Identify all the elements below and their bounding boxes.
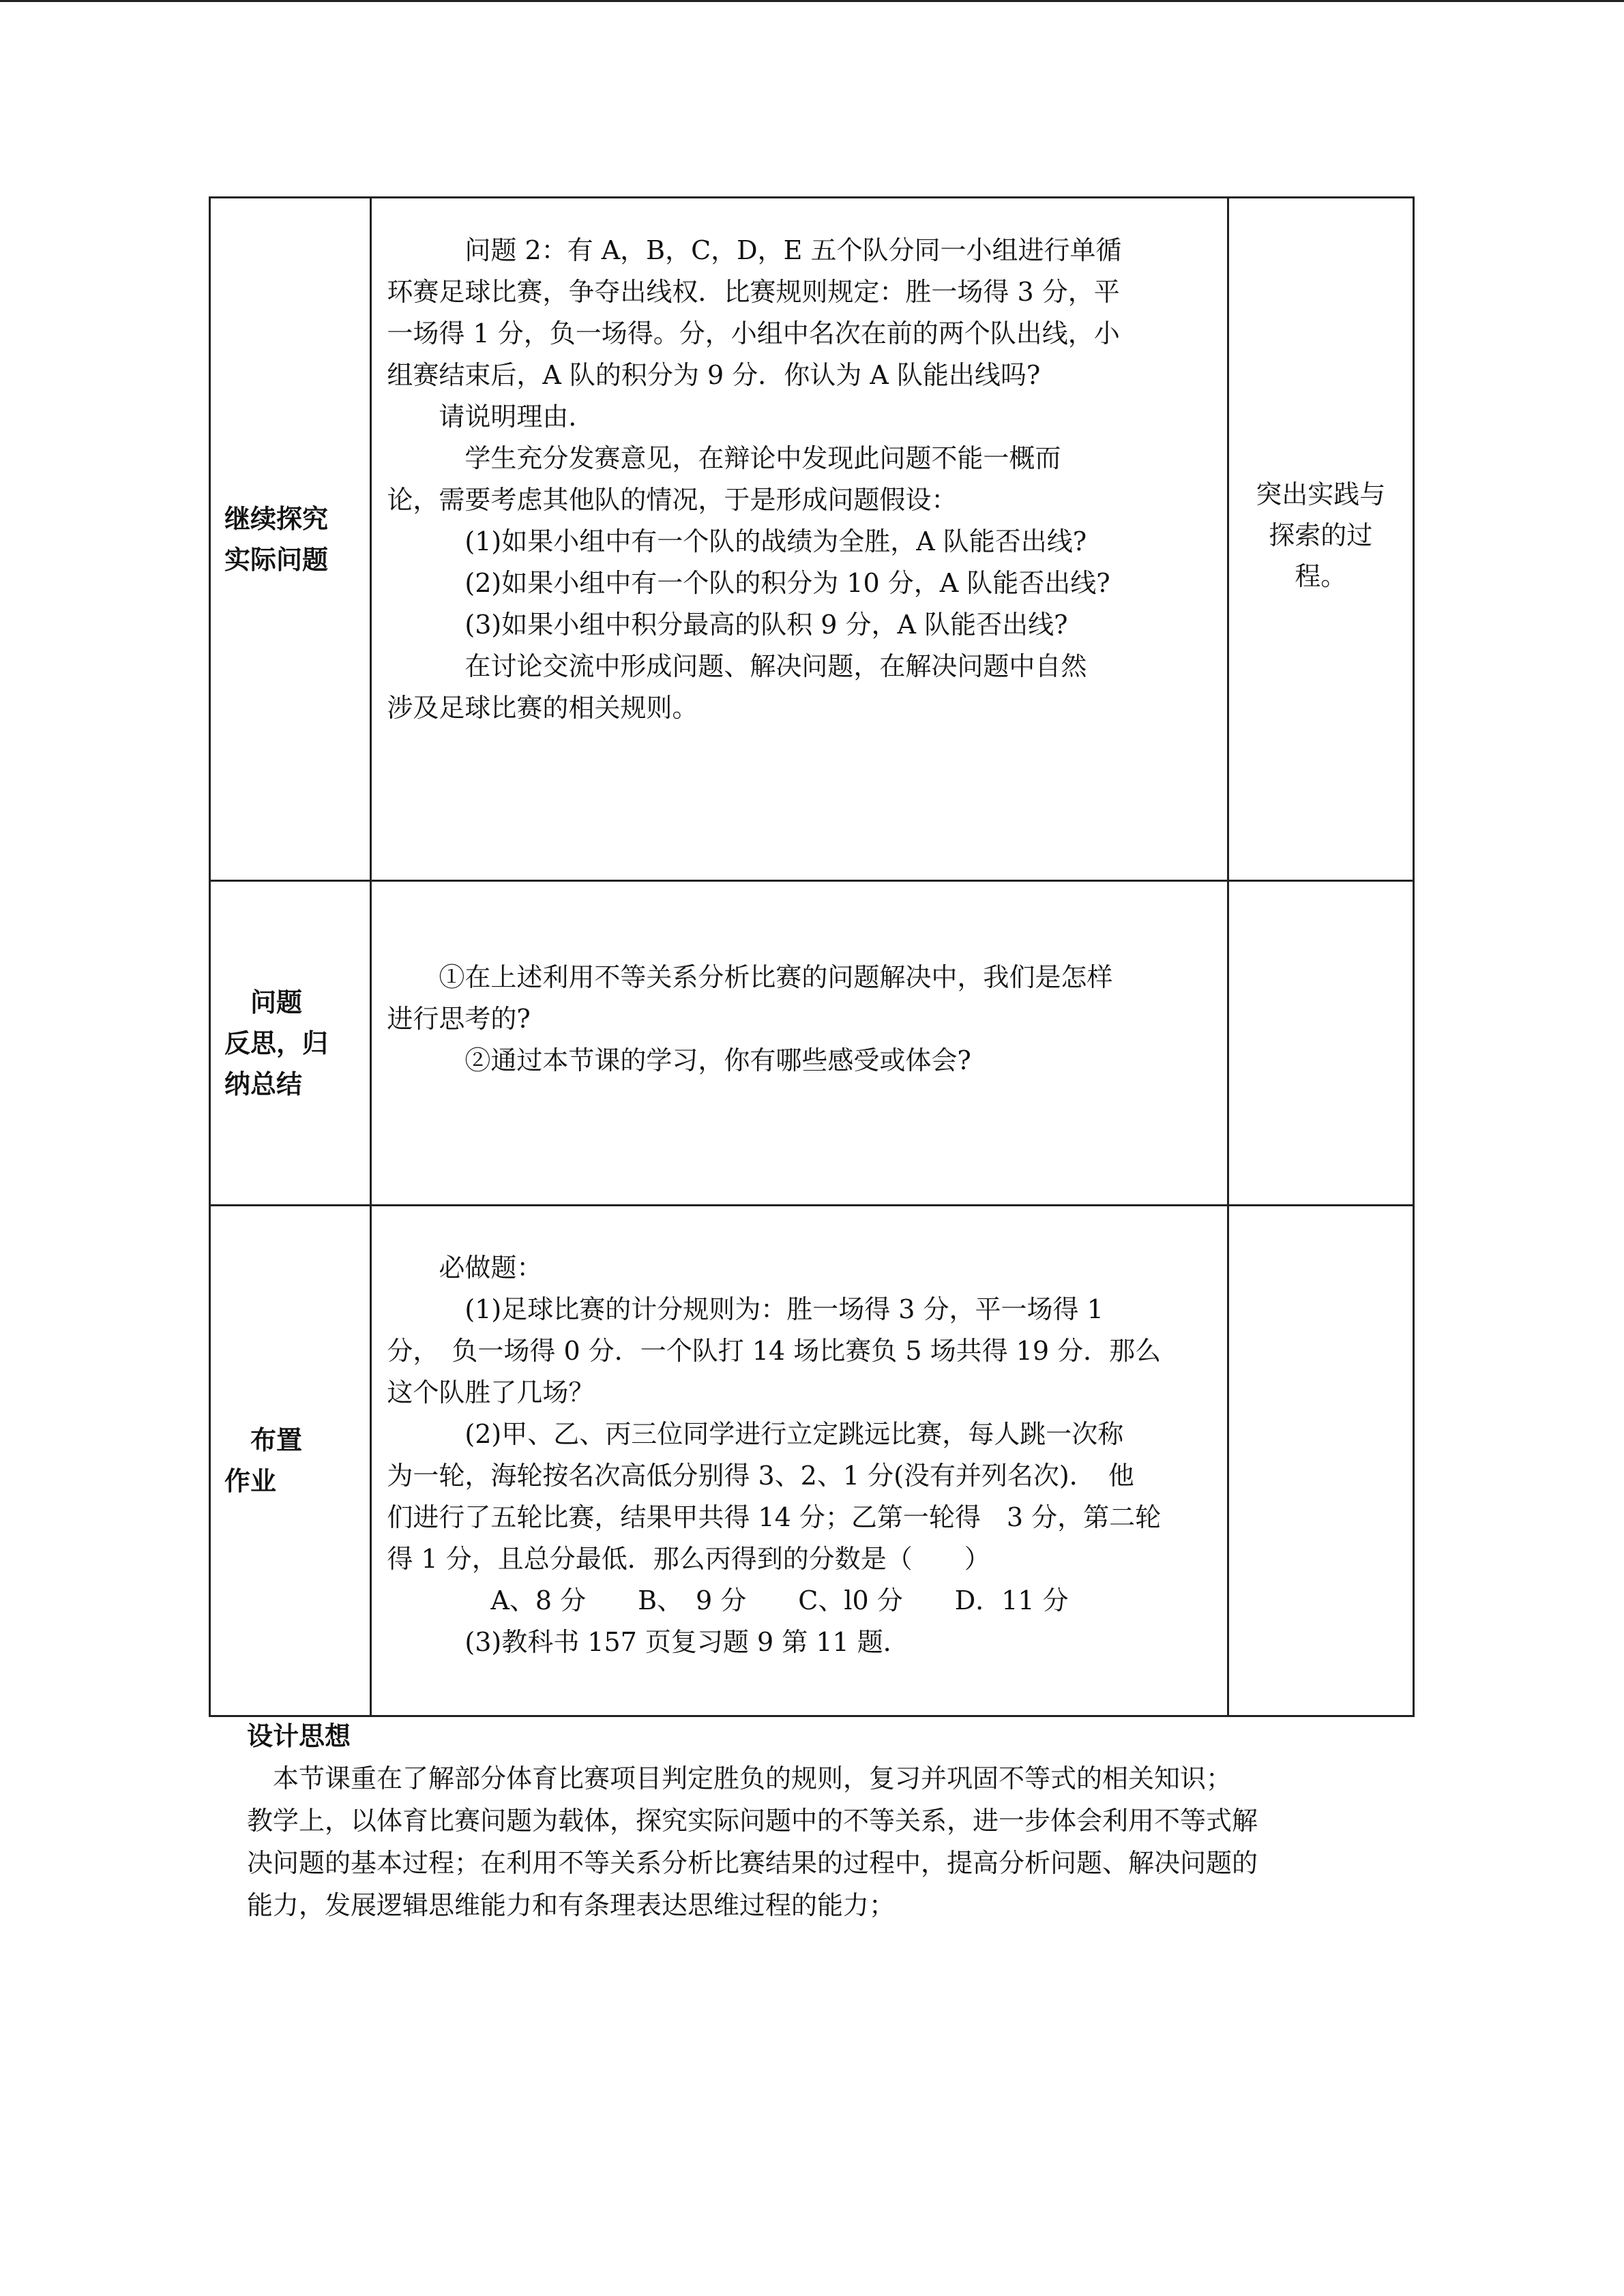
design-thoughts-section: [247, 1715, 1393, 1926]
row-label-line: 作业: [224, 1466, 277, 1496]
content-line: ②通过本节课的学习，你有哪些感受或体会?: [387, 1045, 971, 1075]
content-line: 组赛结束后，A 队的积分为 9 分．你认为 A 队能出线吗?: [387, 360, 1041, 390]
top-border-line: [0, 0, 1624, 2]
content-line: 环赛足球比赛，争夺出线权．比赛规则规定：胜一场得 3 分，平: [387, 277, 1120, 307]
lesson-plan-table: [209, 196, 1415, 1717]
row-note-homework: [1228, 1206, 1413, 1716]
table-row-homework: [210, 1206, 1414, 1716]
content-line: (1)如果小组中有一个队的战绩为全胜，A 队能否出线?: [387, 526, 1087, 556]
content-line: 涉及足球比赛的相关规则。: [387, 693, 698, 723]
design-line: 本节课重在了解部分体育比赛项目判定胜负的规则，复习并巩固不等式的相关知识；: [247, 1763, 1232, 1793]
row-label-reflection: [210, 881, 371, 1206]
design-line: 教学上，以体育比赛问题为载体，探究实际问题中的不等关系，进一步体会利用不等式解: [247, 1806, 1258, 1836]
row-label-explore: [210, 198, 371, 881]
content-line: 这个队胜了几场？: [387, 1377, 595, 1407]
content-line: 请说明理由．: [387, 402, 595, 432]
content-line: 分， 负一场得 0 分．一个队打 14 场比赛负 5 场共得 19 分．那么: [387, 1336, 1162, 1366]
row-content-homework: [371, 1206, 1228, 1716]
content-line: (2)甲、乙、丙三位同学进行立定跳远比赛，每人跳一次称: [387, 1419, 1124, 1449]
table-row-explore: [210, 198, 1414, 881]
note-line: 突出实践与: [1256, 479, 1386, 509]
note-line: 探索的过: [1269, 520, 1373, 550]
row-content-explore: [371, 198, 1228, 881]
design-title: 设计思想: [247, 1721, 351, 1751]
content-line: (3)教科书 157 页复习题 9 第 11 题．: [387, 1627, 909, 1657]
row-label-line: 问题: [224, 987, 303, 1017]
row-label-line: 继续探究: [224, 503, 329, 534]
content-line: 问题 2：有 A，B，C，D，E 五个队分同一小组进行单循: [387, 235, 1122, 265]
table-row-reflection: [210, 881, 1414, 1206]
content-line: 在讨论交流中形成问题、解决问题，在解决问题中自然: [387, 651, 1087, 681]
design-line: 决问题的基本过程；在利用不等关系分析比赛结果的过程中，提高分析问题、解决问题的: [247, 1848, 1258, 1878]
row-label-homework: [210, 1206, 371, 1716]
row-label-line: 纳总结: [224, 1069, 303, 1099]
row-label-line: 反思，归: [224, 1028, 329, 1058]
content-line: (1)足球比赛的计分规则为：胜一场得 3 分，平一场得 1: [387, 1294, 1104, 1324]
design-line: 能力，发展逻辑思维能力和有条理表达思维过程的能力；: [247, 1890, 896, 1920]
content-line: 为一轮，海轮按名次高低分别得 3、2、1 分(没有并列名次)． 他: [387, 1461, 1134, 1491]
row-note-reflection: [1228, 881, 1413, 1206]
content-line: 得 1 分，且总分最低．那么丙得到的分数是（ ）: [387, 1544, 990, 1574]
note-line: 程。: [1295, 561, 1347, 591]
content-line: 一场得 1 分，负一场得。分，小组中名次在前的两个队出线，小: [387, 318, 1120, 348]
content-line: ①在上述利用不等关系分析比赛的问题解决中，我们是怎样: [387, 962, 1113, 992]
row-label-line: 布置: [224, 1425, 303, 1455]
content-line: 们进行了五轮比赛，结果甲共得 14 分；乙第一轮得 3 分，第二轮: [387, 1502, 1162, 1532]
content-line: 学生充分发赛意见，在辩论中发现此问题不能一概而: [387, 443, 1061, 473]
content-line: (3)如果小组中积分最高的队积 9 分，A 队能否出线?: [387, 610, 1068, 640]
row-content-reflection: [371, 881, 1228, 1206]
content-line: 进行思考的?: [387, 1004, 531, 1034]
content-line: 论，需要考虑其他队的情况，于是形成问题假设：: [387, 485, 958, 515]
content-line: A、8 分 B、 9 分 C、l0 分 D．11 分: [387, 1585, 1069, 1615]
row-note-explore: [1228, 198, 1413, 881]
content-line: 必做题：: [387, 1253, 543, 1283]
row-label-line: 实际问题: [224, 544, 329, 575]
content-line: (2)如果小组中有一个队的积分为 10 分，A 队能否出线?: [387, 568, 1110, 598]
